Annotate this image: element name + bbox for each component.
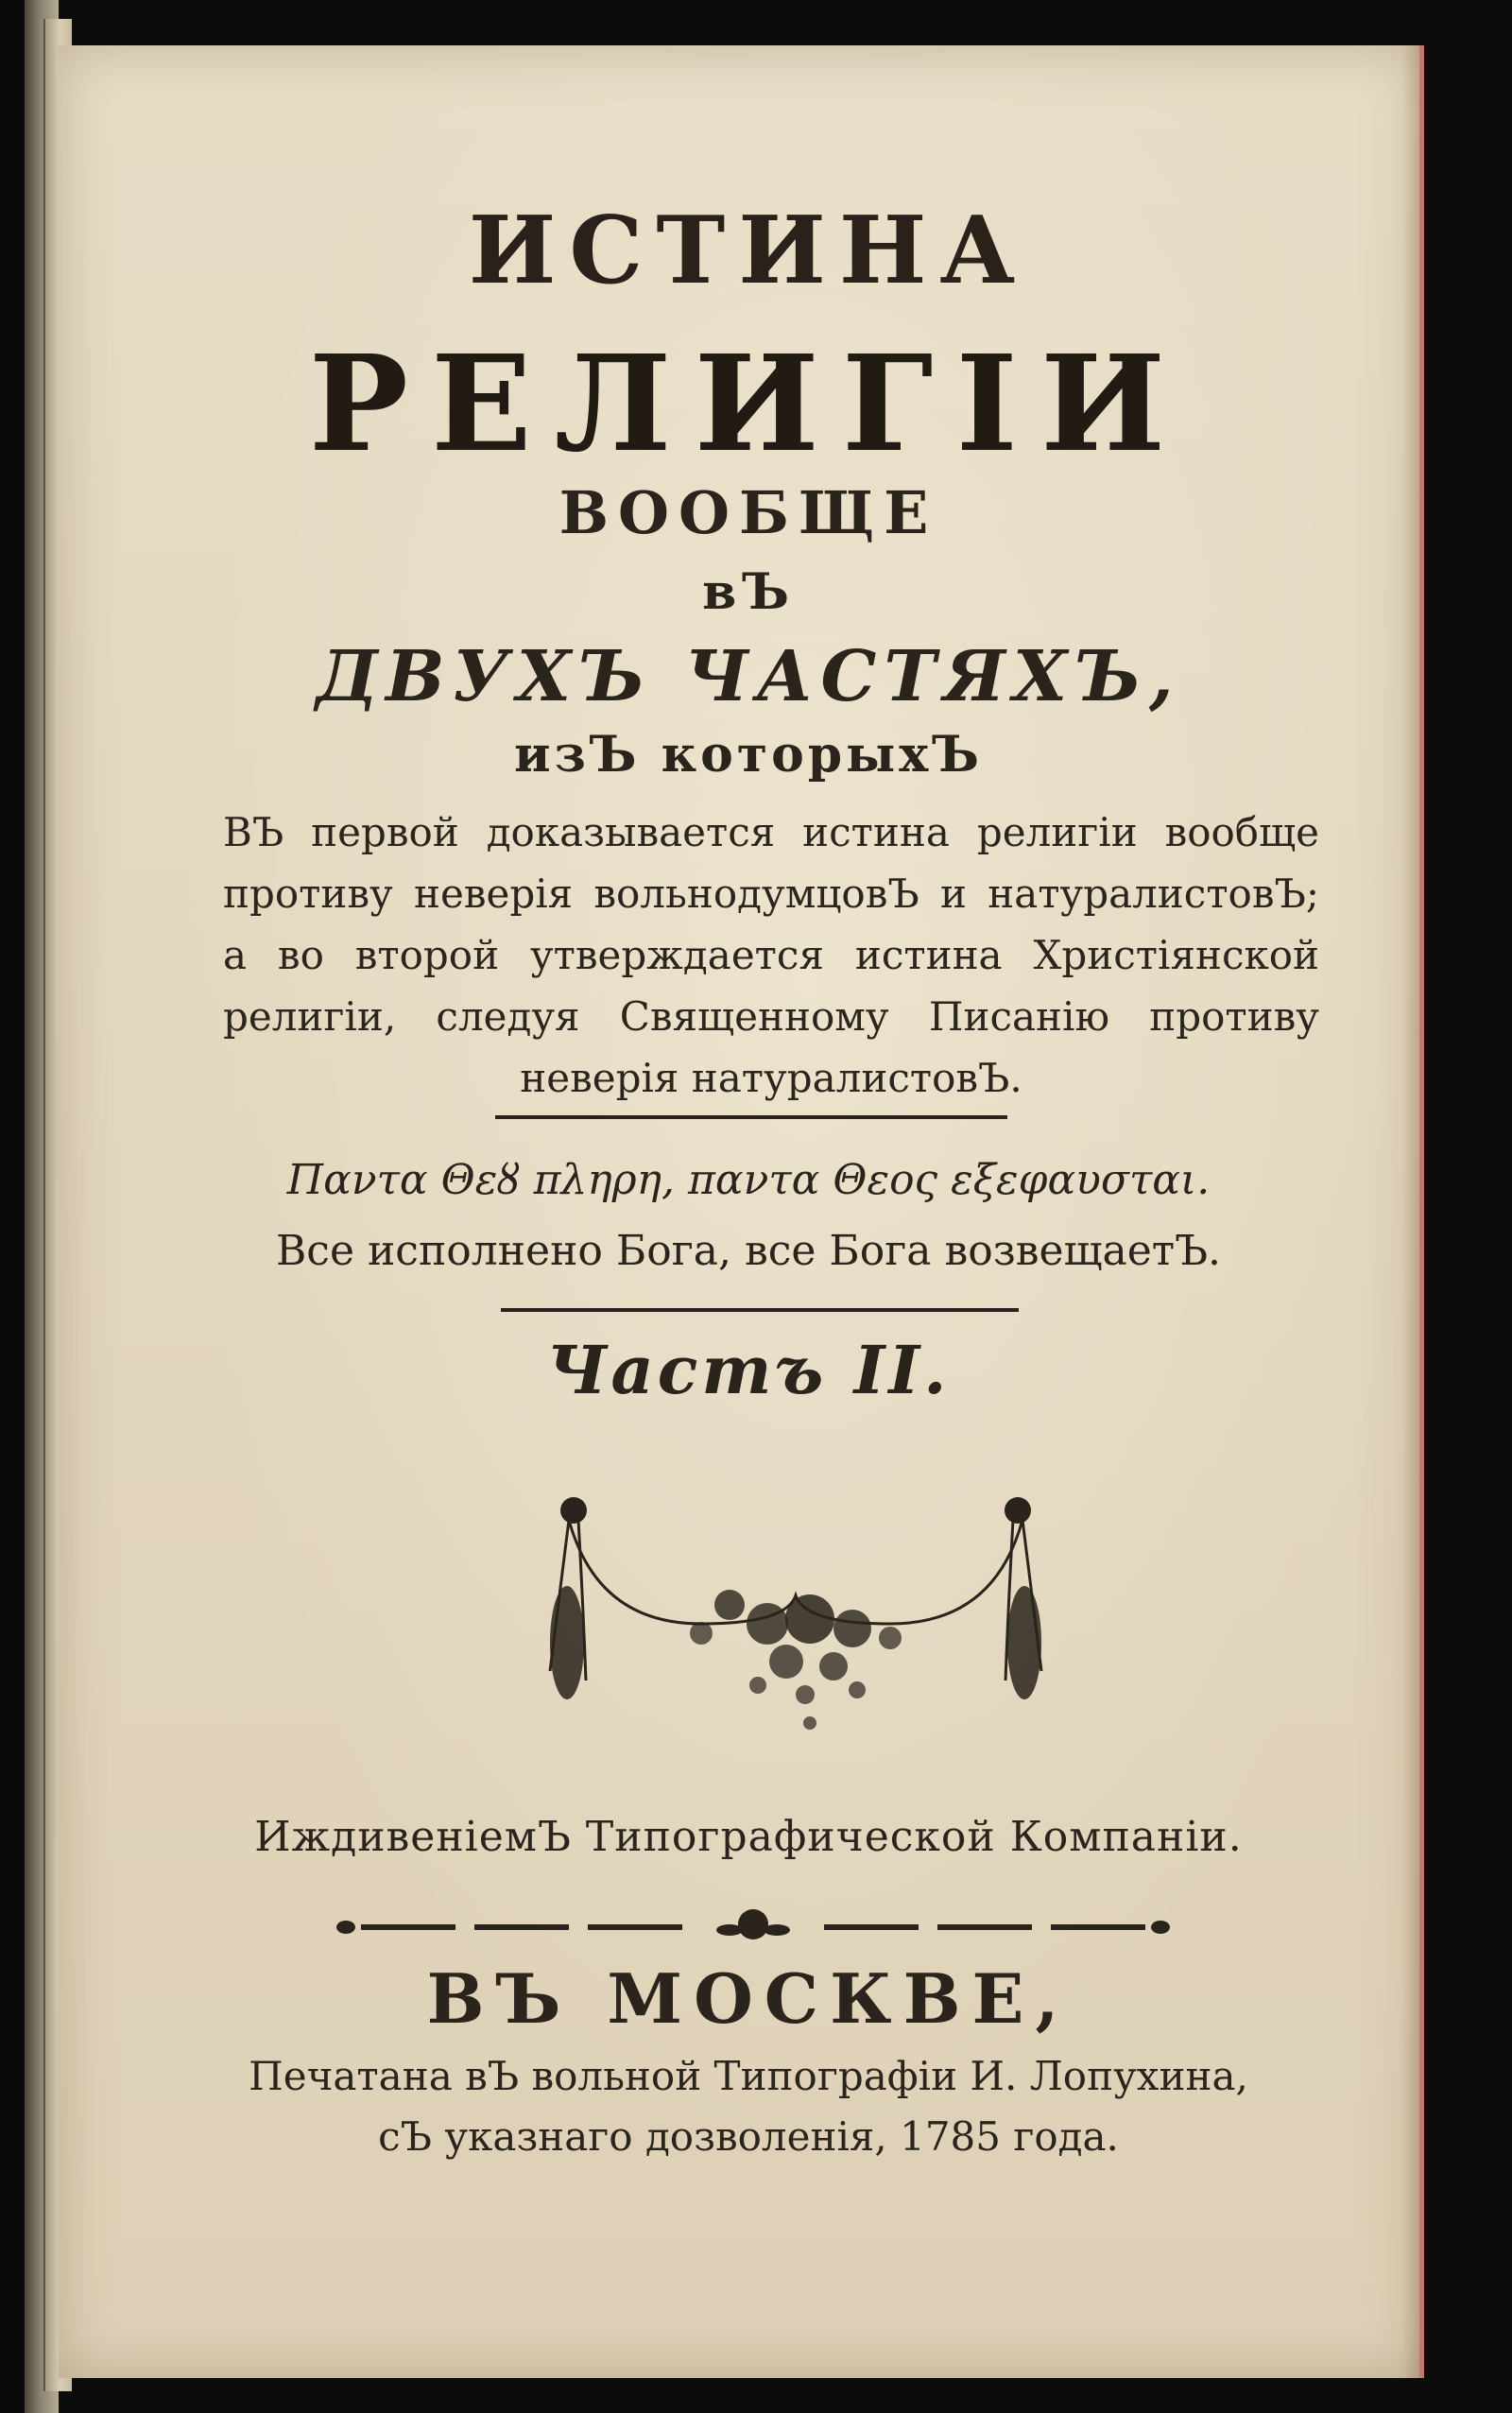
epigraph-greek: Παντα Θεȣ πληρη, παντα Θεος εξεφαυσται. [286, 1156, 1211, 1204]
title-line-5: ДВУХЪ ЧАСТЯХЪ, [316, 636, 1181, 717]
title-page [59, 45, 1424, 2378]
floral-garland-ornament-icon [541, 1482, 1051, 1747]
scan-background [0, 0, 25, 2413]
imprint-line-2: сЪ указнаго дозволенiя, 1785 года. [378, 2113, 1119, 2160]
title-line-2: РЕЛИГIИ [308, 327, 1189, 482]
title-line-3: ВООБЩЕ [558, 478, 938, 547]
epigraph-russian: Все исполнено Бога, все Бога возвещаетЪ. [275, 1227, 1222, 1275]
title-page-content [144, 45, 1353, 2378]
description-paragraph: ВЪ первой доказывается истина религiи вообще противу неверiя вольнодумцовЪ и натуралистовЪ; а во второй утверждается истина Христiянской религiи, следуя Священному Писанiю противу неверiя натуралистовЪ. [223, 809, 1319, 1101]
title-line-1: ИСТИНА [468, 197, 1029, 305]
sponsor-line: ИждивенiемЪ Типографической Компанiи. [254, 1813, 1243, 1861]
divider-rule-top [495, 1115, 1007, 1119]
title-line-6: изЪ которыхЪ [514, 726, 983, 784]
typographic-border-ornament-icon [333, 1904, 1174, 1951]
imprint-line-1: Печатана вЪ вольной Типографiи И. Лопухина, [249, 2053, 1248, 2099]
divider-rule-bottom [501, 1308, 1019, 1312]
title-line-4: вЪ [702, 563, 795, 621]
page-edge-shadow [1402, 45, 1419, 2378]
city-line: ВЪ МОСКВЕ, [426, 1958, 1071, 2039]
part-number: Частъ II. [546, 1331, 951, 1409]
